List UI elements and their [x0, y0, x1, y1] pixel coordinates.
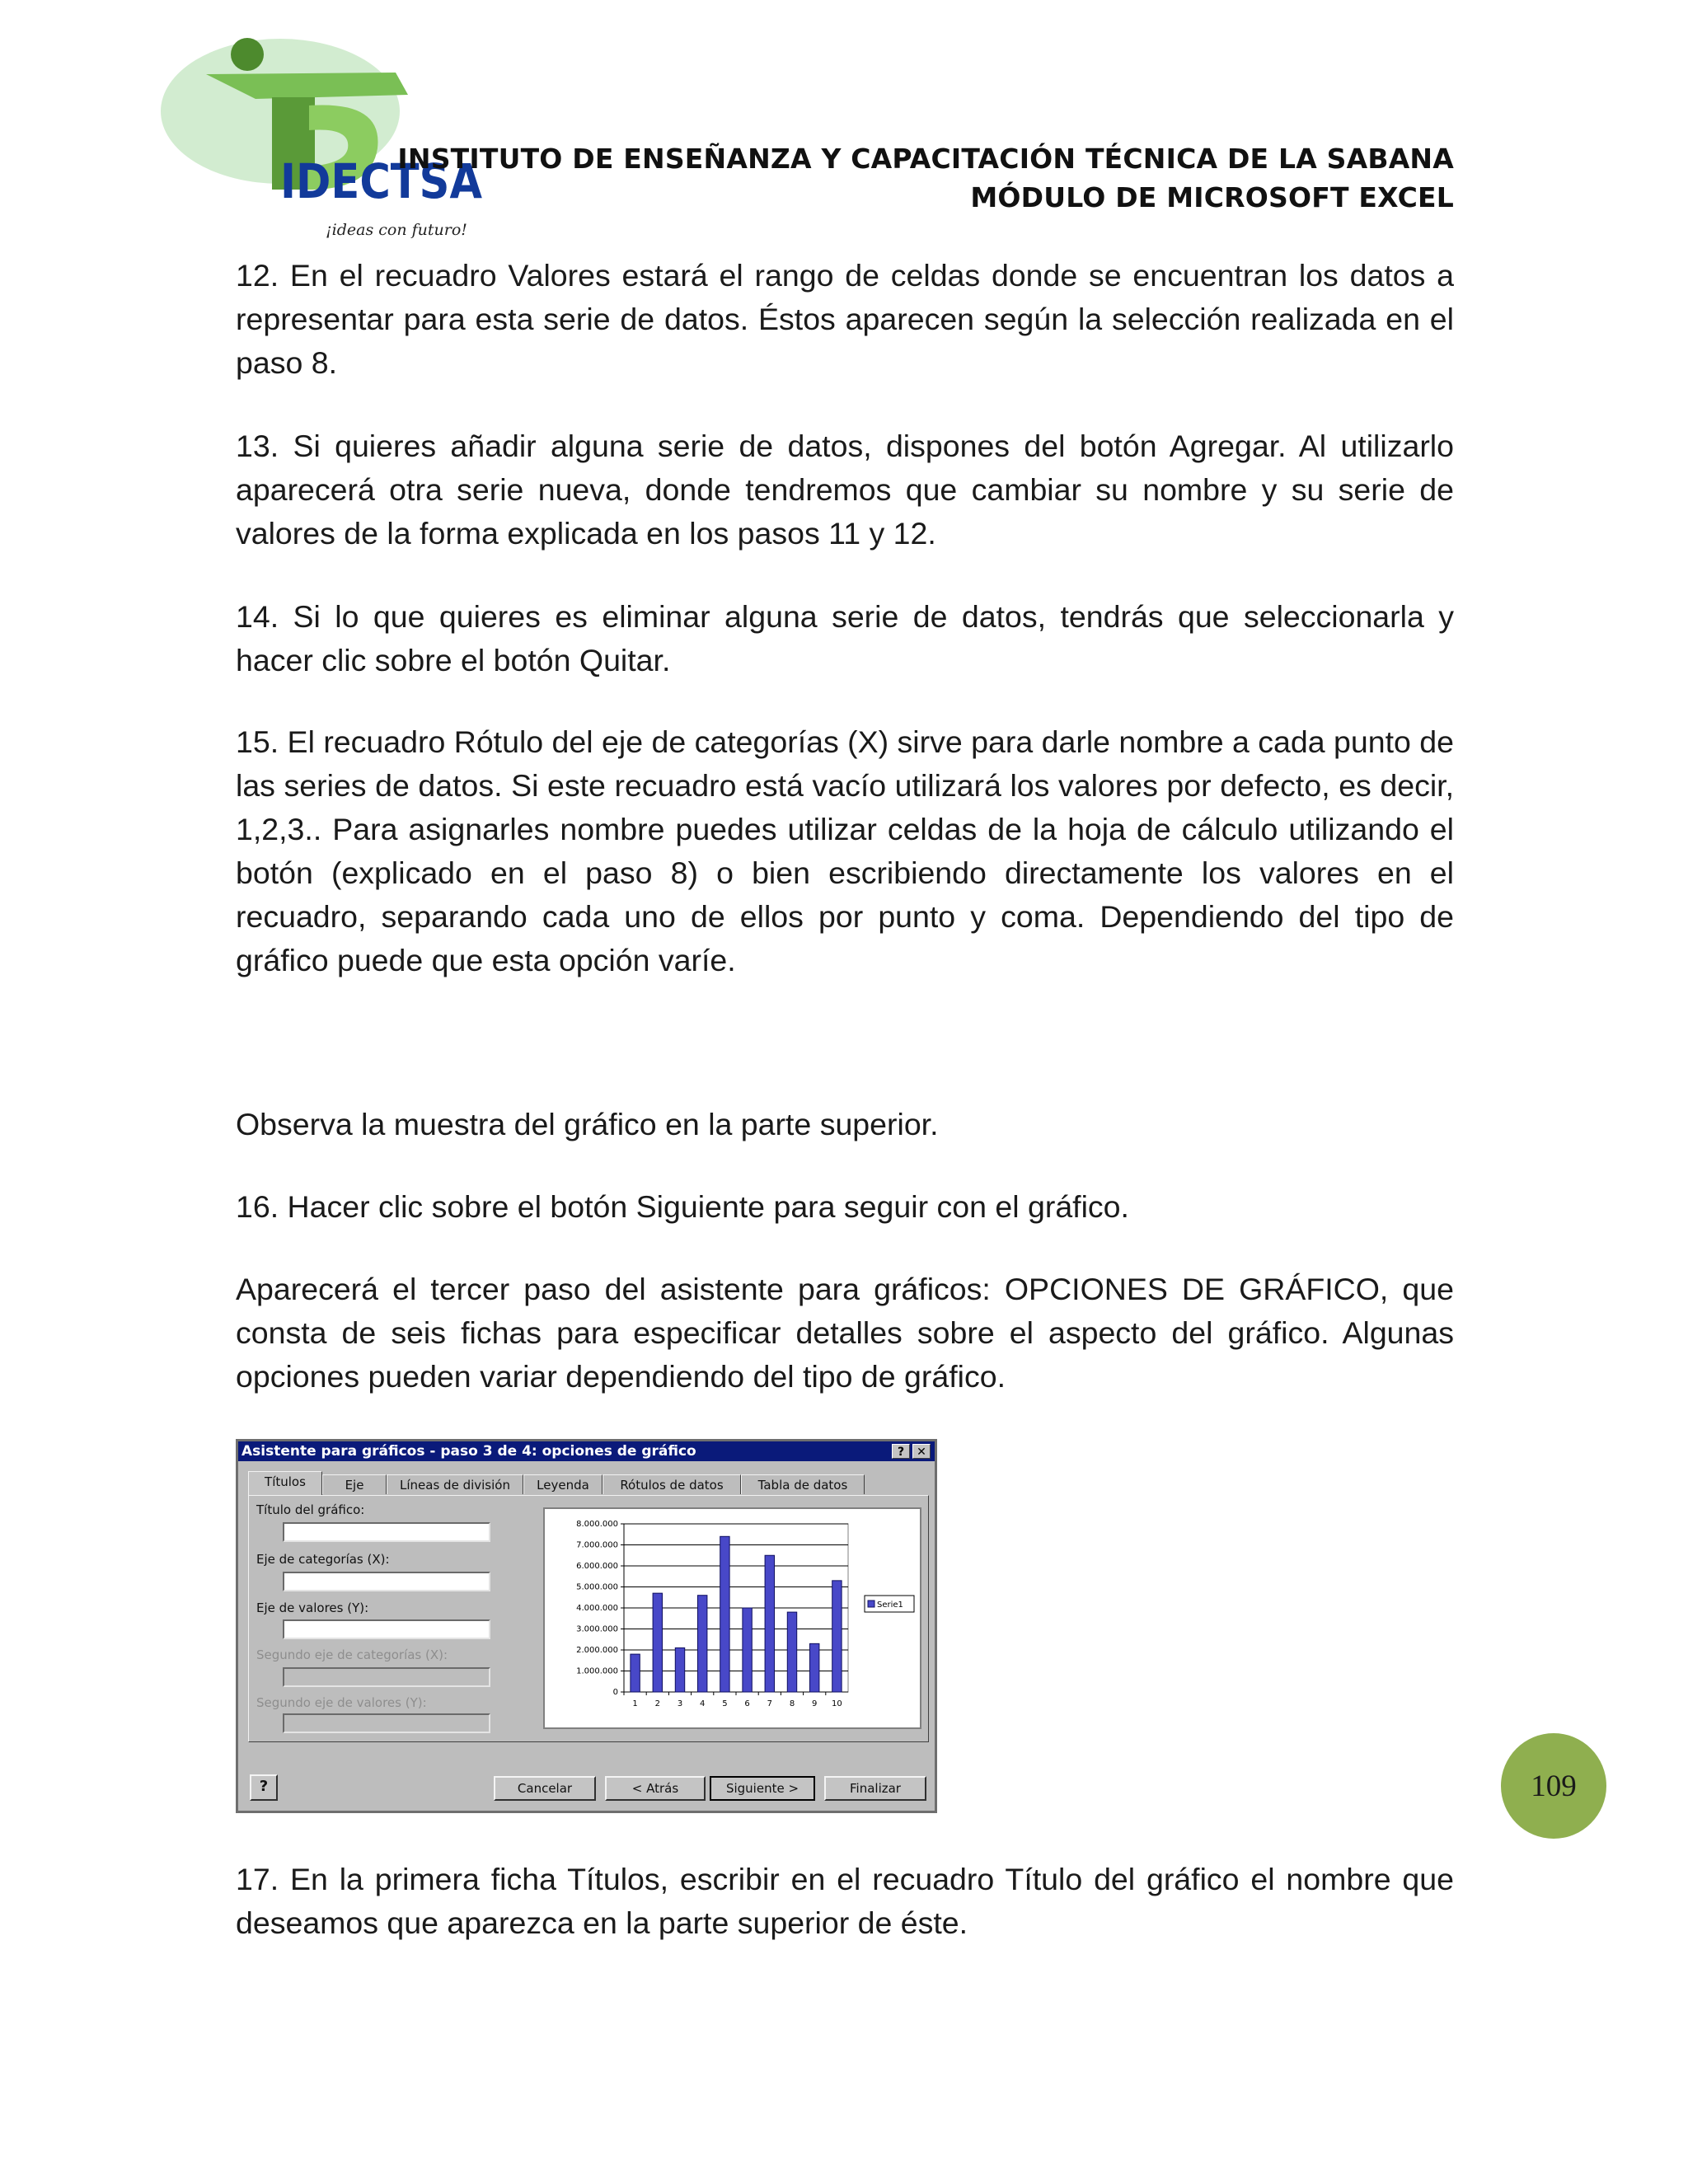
x-tick-label: 3: [677, 1699, 683, 1708]
input-x-axis-title[interactable]: [283, 1572, 490, 1591]
finish-button[interactable]: Finalizar: [824, 1776, 926, 1801]
legend-swatch: [868, 1601, 874, 1607]
next-button[interactable]: Siguiente >: [710, 1776, 815, 1801]
label-x-axis: Eje de categorías (X):: [256, 1552, 390, 1567]
bar: [832, 1581, 842, 1692]
y-tick-label: 7.000.000: [576, 1540, 618, 1550]
paragraph-step-15: 15. El recuadro Rótulo del eje de categorías (X) sirve para darle nombre a cada punto de las series de datos. Si este recuadro está vacío utilizará los valores por defecto, es decir, 1,2,3.. Para asignarles nombre puedes utilizar celdas de la hoja de cálculo utilizando el botón (explicado en el paso 8) o bien escribiendo directamente los valores en el recuadro, separando cada uno de ellos por punto y coma. Dependiendo del tipo de gráfico puede que esta opción varíe.: [236, 724, 1454, 977]
paragraph-step-14: 14. Si lo que quieres es eliminar alguna serie de datos, tendrás que seleccionarla y hacer clic sobre el botón Quitar.: [236, 599, 1454, 677]
paragraph-step-12: 12. En el recuadro Valores estará el rango de celdas donde se encuentran los datos a representar para esta serie de datos. Éstos aparecen según la selección realizada en el paso 8.: [236, 258, 1454, 380]
bar: [743, 1608, 752, 1692]
tab-leyenda[interactable]: Leyenda: [523, 1474, 603, 1494]
logo-dot: [231, 38, 264, 71]
bar: [765, 1555, 774, 1692]
paragraph-step-16: 16. Hacer clic sobre el botón Siguiente para seguir con el gráfico.: [236, 1189, 1129, 1224]
tab-lineas-division[interactable]: Líneas de división: [387, 1474, 523, 1494]
logo-brand-text: IDECTSA: [280, 153, 483, 209]
x-tick-label: 6: [744, 1699, 750, 1708]
chart-wizard-dialog: [236, 1439, 937, 1813]
cancel-button[interactable]: Cancelar: [494, 1776, 596, 1801]
label-secondary-y-axis: Segundo eje de valores (Y):: [256, 1695, 427, 1710]
y-tick-label: 0: [612, 1688, 618, 1697]
chart-preview: [543, 1507, 921, 1729]
paragraph-step-13: 13. Si quieres añadir alguna serie de datos, dispones del botón Agregar. Al utilizarlo aparecerá otra serie nueva, donde tendremos que cambiar su nombre y su serie de valores de la forma explicada en los pasos 11 y 12.: [236, 429, 1454, 551]
header-institute-name: INSTITUTO DE ENSEÑANZA Y CAPACITACIÓN TÉCNICA DE LA SABANA: [397, 143, 1454, 175]
bar: [787, 1612, 796, 1692]
x-tick-label: 2: [654, 1699, 660, 1708]
paragraph-observa: Observa la muestra del gráfico en la parte superior.: [236, 1107, 939, 1141]
bar: [653, 1593, 662, 1692]
label-y-axis: Eje de valores (Y):: [256, 1601, 369, 1615]
label-secondary-x-axis: Segundo eje de categorías (X):: [256, 1647, 448, 1662]
paragraph-step-17: 17. En la primera ficha Títulos, escribir en el recuadro Título del gráfico el nombre que deseamos que aparezca en la parte superior de éste.: [236, 1862, 1454, 1940]
y-tick-label: 1.000.000: [576, 1666, 618, 1676]
bar: [720, 1536, 729, 1692]
y-tick-label: 4.000.000: [576, 1604, 618, 1613]
input-chart-title[interactable]: [283, 1522, 490, 1542]
bar: [809, 1643, 818, 1692]
legend-label: Serie1: [877, 1601, 903, 1610]
dialog-close-button[interactable]: ✕: [912, 1444, 931, 1459]
input-y-axis-title[interactable]: [283, 1619, 490, 1639]
bar: [631, 1654, 640, 1692]
back-button[interactable]: < Atrás: [605, 1776, 706, 1801]
x-tick-label: 10: [832, 1699, 842, 1708]
input-secondary-y-axis-title: [283, 1713, 490, 1733]
y-tick-label: 6.000.000: [576, 1562, 618, 1571]
x-tick-label: 9: [812, 1699, 818, 1708]
dialog-title: Asistente para gráficos - paso 3 de 4: opciones de gráfico: [241, 1443, 696, 1460]
y-tick-label: 5.000.000: [576, 1582, 618, 1592]
input-secondary-x-axis-title: [283, 1667, 490, 1687]
paragraph-tercer-paso: Aparecerá el tercer paso del asistente para gráficos: OPCIONES DE GRÁFICO, que consta de seis fichas para especificar detalles sobre el aspecto del gráfico. Algunas opciones pueden variar dependiendo del tipo de gráfico.: [236, 1272, 1454, 1394]
tab-rotulos-datos[interactable]: Rótulos de datos: [603, 1474, 741, 1494]
dialog-titlebar: [238, 1441, 935, 1461]
x-tick-label: 7: [767, 1699, 772, 1708]
header-module-name: MÓDULO DE MICROSOFT EXCEL: [970, 181, 1454, 213]
y-tick-label: 2.000.000: [576, 1646, 618, 1655]
label-chart-title: Título del gráfico:: [256, 1502, 365, 1517]
y-tick-label: 3.000.000: [576, 1624, 618, 1634]
dialog-help-button[interactable]: ?: [892, 1444, 910, 1459]
logo-slogan-text: ¡ideas con futuro!: [326, 221, 467, 239]
help-icon[interactable]: ?: [250, 1774, 278, 1801]
x-tick-label: 4: [700, 1699, 706, 1708]
bar: [697, 1596, 706, 1692]
tab-titulos[interactable]: Títulos: [248, 1471, 322, 1496]
page-number-badge: 109: [1501, 1733, 1606, 1839]
tab-tabla-datos[interactable]: Tabla de datos: [741, 1474, 865, 1494]
x-tick-label: 5: [722, 1699, 728, 1708]
x-tick-label: 8: [789, 1699, 795, 1708]
chart-preview-svg: [545, 1509, 920, 1727]
idectsa-logo: [157, 33, 483, 247]
tab-eje[interactable]: Eje: [322, 1474, 387, 1494]
x-tick-label: 1: [632, 1699, 638, 1708]
bar: [675, 1647, 684, 1692]
y-tick-label: 8.000.000: [576, 1520, 618, 1529]
